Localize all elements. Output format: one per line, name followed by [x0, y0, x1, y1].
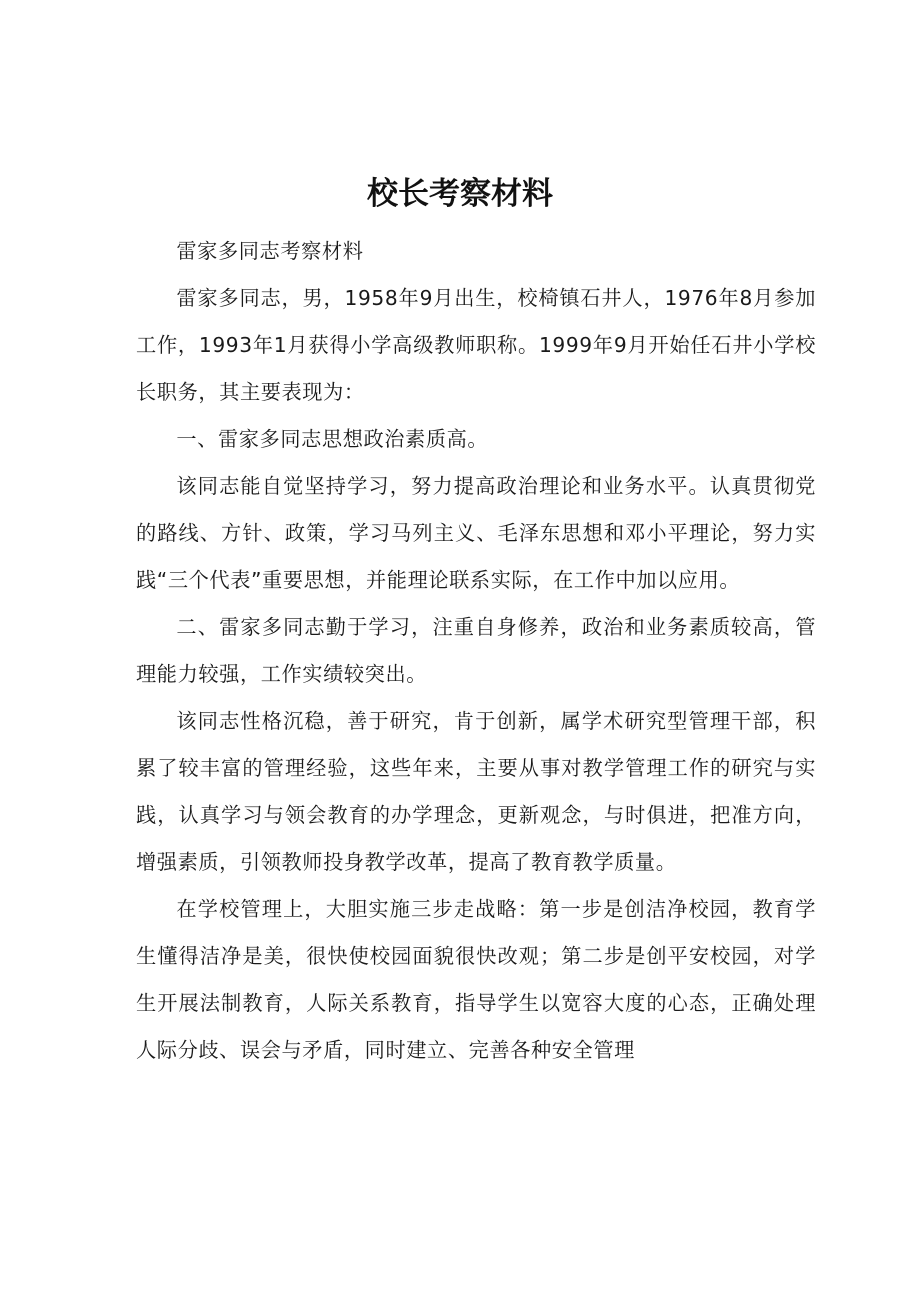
- paragraph-political-study: 该同志能自觉坚持学习，努力提高政治理论和业务水平。认真贯彻党的路线、方针、政策，学习马列主义、毛泽东思想和邓小平理论，努力实践“三个代表”重要思想，并能理论联系实际，在工作中加以应用。: [136, 474, 816, 592]
- document-body: [136, 228, 816, 1074]
- paragraph-subtitle: 雷家多同志考察材料: [176, 239, 364, 263]
- document-title: 校长考察材料: [367, 176, 553, 212]
- paragraph-school-management: 在学校管理上，大胆实施三步走战略：第一步是创洁净校园，教育学生懂得洁净是美，很快使校园面貌很快改观；第二步是创平安校园，对学生开展法制教育，人际关系教育，指导学生以宽容大度的心态，正确处理人际分歧、误会与矛盾，同时建立、完善各种安全管理: [136, 897, 816, 1062]
- paragraph-heading-two: 二、雷家多同志勤于学习，注重自身修养，政治和业务素质较高，管理能力较强，工作实绩较突出。: [136, 615, 816, 686]
- paragraph-heading-one: 一、雷家多同志思想政治素质高。: [176, 427, 489, 451]
- paragraph-profile: 雷家多同志，男，1958年9月出生，校椅镇石井人，1976年8月参加工作，1993年1月获得小学高级教师职称。1999年9月开始任石井小学校长职务，其主要表现为：: [136, 286, 816, 404]
- paragraph-character: 该同志性格沉稳，善于研究，肯于创新，属学术研究型管理干部，积累了较丰富的管理经验，这些年来，主要从事对教学管理工作的研究与实践，认真学习与领会教育的办学理念，更新观念，与时俱进，把准方向，增强素质，引领教师投身教学改革，提高了教育教学质量。: [136, 709, 816, 874]
